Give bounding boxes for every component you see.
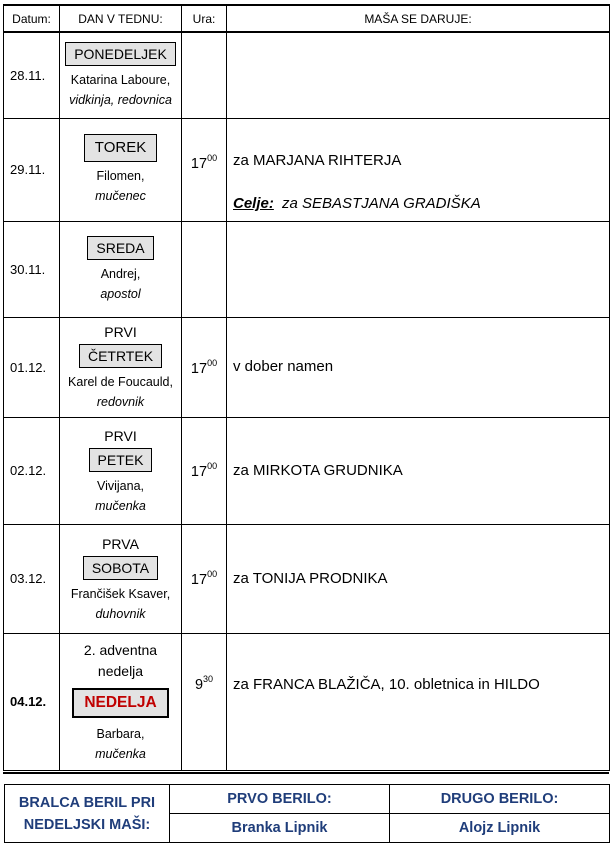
- readers-label-text: BRALCA BERIL PRI NEDELJSKI MAŠI:: [18, 794, 156, 833]
- saint-name: Karel de Foucauld,: [68, 375, 173, 389]
- row-day-cell: [60, 524, 182, 633]
- saint-name: Barbara,: [96, 726, 145, 741]
- day-prefix: 2. adventna nedelja: [83, 641, 158, 679]
- row-day-cell: [60, 32, 182, 118]
- time-hour: 17: [190, 155, 208, 172]
- mass-intention-secondary: [233, 193, 609, 215]
- schedule-row: [4, 417, 610, 524]
- readers-table: [4, 784, 610, 843]
- row-mass: [227, 524, 610, 633]
- time-minute: 00: [207, 461, 218, 471]
- weekday-box: TOREK: [84, 134, 157, 162]
- saint-title: mučenka: [95, 746, 146, 761]
- time-hour: 9: [194, 676, 204, 693]
- row-date: 03.12.: [4, 524, 60, 633]
- row-time: [182, 317, 227, 417]
- time-minute: 00: [207, 152, 218, 163]
- mass-intention: za MIRKOTA GRUDNIKA: [233, 461, 403, 479]
- header-date: Datum:: [4, 5, 60, 32]
- schedule-row: [4, 118, 610, 221]
- mass-schedule-table: [3, 4, 610, 771]
- time-minute: 00: [207, 357, 218, 368]
- schedule-row: [4, 524, 610, 633]
- time-minute: 30: [203, 673, 214, 684]
- row-mass: [227, 118, 610, 221]
- day-prefix: PRVA: [102, 535, 139, 552]
- table-bottom-rule: [3, 772, 609, 774]
- time-hour: 17: [190, 360, 208, 377]
- row-time: [182, 32, 227, 118]
- mass-secondary-text: za SEBASTJANA GRADIŠKA: [282, 195, 481, 212]
- row-mass: [227, 221, 610, 317]
- saint-title: redovnik: [96, 395, 145, 409]
- row-date: 04.12.: [4, 633, 60, 770]
- weekday-box: SREDA: [87, 236, 153, 260]
- row-day-cell: [60, 221, 182, 317]
- saint-title: mučenec: [95, 189, 146, 203]
- row-day-cell: [60, 417, 182, 524]
- schedule-row: [4, 32, 610, 118]
- schedule-row: [4, 221, 610, 317]
- mass-place: Celje:: [233, 195, 274, 212]
- header-mass-intention: MAŠA SE DARUJE:: [227, 5, 610, 32]
- weekday-box: NEDELJA: [72, 688, 168, 718]
- row-day-cell: [60, 317, 182, 417]
- row-time: [182, 417, 227, 524]
- mass-intention: za FRANCA BLAŽIČA, 10. obletnica in HILDO: [233, 675, 540, 693]
- schedule-row: [4, 317, 610, 417]
- row-day-cell: [60, 118, 182, 221]
- mass-intention: v dober namen: [233, 358, 334, 375]
- mass-intention: za MARJANA RIHTERJA: [233, 152, 402, 169]
- first-reading-title: PRVO BERILO:: [170, 785, 390, 814]
- row-time: [182, 221, 227, 317]
- row-mass: [227, 417, 610, 524]
- first-reader-name: Branka Lipnik: [170, 814, 390, 843]
- time-minute: 00: [207, 569, 218, 579]
- row-mass: [227, 633, 610, 770]
- row-date: 02.12.: [4, 417, 60, 524]
- row-date: 29.11.: [4, 118, 60, 221]
- time-hour: 17: [190, 464, 208, 480]
- weekday-box: PONEDELJEK: [65, 42, 176, 66]
- row-mass: [227, 32, 610, 118]
- readers-label: [5, 785, 170, 843]
- header-time: Ura:: [182, 5, 227, 32]
- row-mass: [227, 317, 610, 417]
- weekday-box: PETEK: [89, 448, 153, 472]
- saint-title: vidkinja, redovnica: [69, 92, 172, 107]
- weekday-box: ČETRTEK: [79, 344, 162, 368]
- saint-title: mučenka: [95, 498, 146, 513]
- saint-name: Katarina Laboure,: [70, 72, 171, 87]
- second-reading-title: DRUGO BERILO:: [390, 785, 610, 814]
- row-time: [182, 524, 227, 633]
- saint-title: apostol: [100, 286, 141, 301]
- saint-name: Vivijana,: [96, 478, 145, 493]
- second-reader-name: Alojz Lipnik: [390, 814, 610, 843]
- header-weekday: DAN V TEDNU:: [60, 5, 182, 32]
- row-date: 01.12.: [4, 317, 60, 417]
- saint-name: Filomen,: [96, 169, 145, 183]
- weekday-box: SOBOTA: [83, 556, 158, 580]
- saint-name: Andrej,: [100, 266, 141, 281]
- day-prefix: PRVI: [104, 324, 137, 340]
- saint-name: Frančišek Ksaver,: [70, 586, 171, 601]
- table-header-row: [4, 5, 610, 32]
- row-time: [182, 118, 227, 221]
- day-prefix: PRVI: [104, 427, 137, 444]
- mass-intention: za TONIJA PRODNIKA: [233, 569, 388, 587]
- row-day-cell: [60, 633, 182, 770]
- time-hour: 17: [190, 572, 208, 588]
- row-time: [182, 633, 227, 770]
- row-date: 28.11.: [4, 32, 60, 118]
- row-date: 30.11.: [4, 221, 60, 317]
- schedule-row: [4, 633, 610, 770]
- saint-title: duhovnik: [95, 606, 146, 621]
